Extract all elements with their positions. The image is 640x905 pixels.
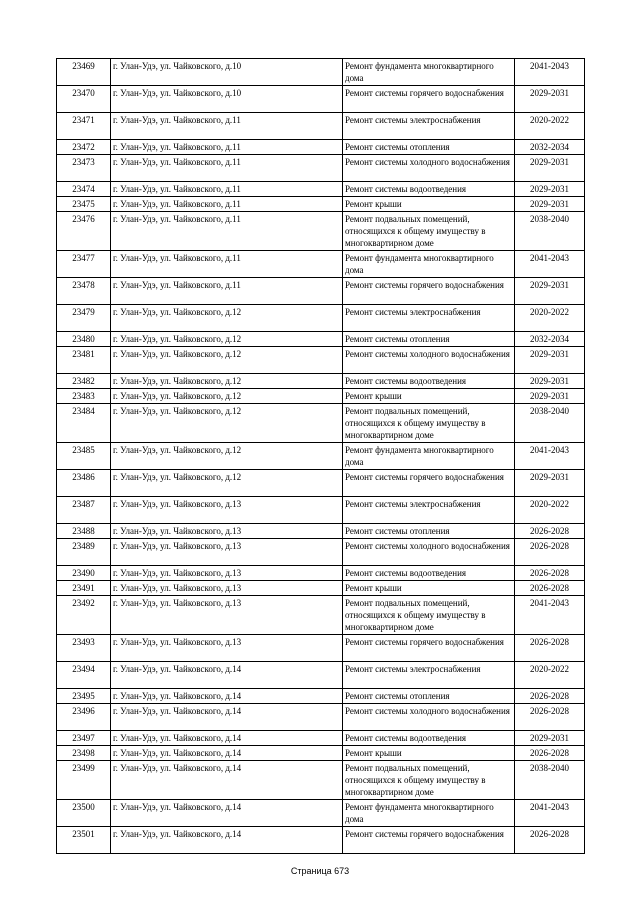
page-number: Страница 673 xyxy=(290,866,350,876)
row-number-cell: 23476 xyxy=(57,212,111,251)
address-cell: г. Улан-Удэ, ул. Чайковского, д.12 xyxy=(111,404,343,443)
period-cell: 2029-2031 xyxy=(515,470,585,497)
work-type-cell: Ремонт крыши xyxy=(343,197,515,212)
table-row xyxy=(57,596,585,635)
table-row xyxy=(57,635,585,662)
address-cell: г. Улан-Удэ, ул. Чайковского, д.11 xyxy=(111,140,343,155)
work-type-cell: Ремонт системы водоотведения xyxy=(343,374,515,389)
period-cell: 2029-2031 xyxy=(515,197,585,212)
table-row xyxy=(57,524,585,539)
row-number-cell: 23474 xyxy=(57,182,111,197)
address-cell: г. Улан-Удэ, ул. Чайковского, д.11 xyxy=(111,113,343,140)
table-row xyxy=(57,113,585,140)
row-number-cell: 23484 xyxy=(57,404,111,443)
work-type-cell: Ремонт системы отопления xyxy=(343,140,515,155)
address-cell: г. Улан-Удэ, ул. Чайковского, д.11 xyxy=(111,278,343,305)
period-cell: 2041-2043 xyxy=(515,443,585,470)
period-cell: 2041-2043 xyxy=(515,596,585,635)
period-cell: 2029-2031 xyxy=(515,278,585,305)
table-row xyxy=(57,761,585,800)
period-cell: 2026-2028 xyxy=(515,581,585,596)
row-number-cell: 23501 xyxy=(57,827,111,854)
table-row xyxy=(57,662,585,689)
address-cell: г. Улан-Удэ, ул. Чайковского, д.13 xyxy=(111,524,343,539)
work-type-cell: Ремонт системы водоотведения xyxy=(343,731,515,746)
period-cell: 2029-2031 xyxy=(515,389,585,404)
table-row xyxy=(57,212,585,251)
row-number-cell: 23483 xyxy=(57,389,111,404)
address-cell: г. Улан-Удэ, ул. Чайковского, д.12 xyxy=(111,305,343,332)
table-row xyxy=(57,305,585,332)
address-cell: г. Улан-Удэ, ул. Чайковского, д.13 xyxy=(111,635,343,662)
table-row xyxy=(57,86,585,113)
row-number-cell: 23492 xyxy=(57,596,111,635)
address-cell: г. Улан-Удэ, ул. Чайковского, д.12 xyxy=(111,347,343,374)
address-cell: г. Улан-Удэ, ул. Чайковского, д.11 xyxy=(111,251,343,278)
address-cell: г. Улан-Удэ, ул. Чайковского, д.13 xyxy=(111,539,343,566)
address-cell: г. Улан-Удэ, ул. Чайковского, д.12 xyxy=(111,470,343,497)
table-row xyxy=(57,140,585,155)
period-cell: 2029-2031 xyxy=(515,86,585,113)
work-type-cell: Ремонт системы горячего водоснабжения xyxy=(343,86,515,113)
table-row xyxy=(57,182,585,197)
work-type-cell: Ремонт системы отопления xyxy=(343,689,515,704)
row-number-cell: 23470 xyxy=(57,86,111,113)
period-cell: 2026-2028 xyxy=(515,746,585,761)
work-type-cell: Ремонт системы электроснабжения xyxy=(343,113,515,140)
table-row xyxy=(57,404,585,443)
table-row xyxy=(57,497,585,524)
work-type-cell: Ремонт системы отопления xyxy=(343,524,515,539)
address-cell: г. Улан-Удэ, ул. Чайковского, д.13 xyxy=(111,566,343,581)
row-number-cell: 23487 xyxy=(57,497,111,524)
period-cell: 2026-2028 xyxy=(515,524,585,539)
address-cell: г. Улан-Удэ, ул. Чайковского, д.11 xyxy=(111,197,343,212)
row-number-cell: 23497 xyxy=(57,731,111,746)
row-number-cell: 23488 xyxy=(57,524,111,539)
address-cell: г. Улан-Удэ, ул. Чайковского, д.14 xyxy=(111,662,343,689)
table-row xyxy=(57,374,585,389)
row-number-cell: 23479 xyxy=(57,305,111,332)
address-cell: г. Улан-Удэ, ул. Чайковского, д.14 xyxy=(111,827,343,854)
period-cell: 2032-2034 xyxy=(515,332,585,347)
table-row xyxy=(57,581,585,596)
address-cell: г. Улан-Удэ, ул. Чайковского, д.12 xyxy=(111,443,343,470)
table-row xyxy=(57,59,585,86)
table-row xyxy=(57,704,585,731)
row-number-cell: 23482 xyxy=(57,374,111,389)
row-number-cell: 23471 xyxy=(57,113,111,140)
row-number-cell: 23477 xyxy=(57,251,111,278)
address-cell: г. Улан-Удэ, ул. Чайковского, д.12 xyxy=(111,332,343,347)
table-row xyxy=(57,443,585,470)
period-cell: 2026-2028 xyxy=(515,566,585,581)
address-cell: г. Улан-Удэ, ул. Чайковского, д.11 xyxy=(111,212,343,251)
period-cell: 2026-2028 xyxy=(515,704,585,731)
table-row xyxy=(57,470,585,497)
period-cell: 2026-2028 xyxy=(515,539,585,566)
work-type-cell: Ремонт системы водоотведения xyxy=(343,566,515,581)
work-type-cell: Ремонт подвальных помещений, относящихся к общему имуществу в многоквартирном доме xyxy=(343,212,515,251)
period-cell: 2038-2040 xyxy=(515,761,585,800)
row-number-cell: 23489 xyxy=(57,539,111,566)
work-type-cell: Ремонт фундамента многоквартирного дома xyxy=(343,59,515,86)
work-type-cell: Ремонт фундамента многоквартирного дома xyxy=(343,800,515,827)
table-row xyxy=(57,155,585,182)
work-type-cell: Ремонт подвальных помещений, относящихся к общему имуществу в многоквартирном доме xyxy=(343,761,515,800)
address-cell: г. Улан-Удэ, ул. Чайковского, д.14 xyxy=(111,731,343,746)
address-cell: г. Улан-Удэ, ул. Чайковского, д.11 xyxy=(111,182,343,197)
address-cell: г. Улан-Удэ, ул. Чайковского, д.13 xyxy=(111,596,343,635)
row-number-cell: 23495 xyxy=(57,689,111,704)
work-type-cell: Ремонт крыши xyxy=(343,746,515,761)
row-number-cell: 23485 xyxy=(57,443,111,470)
row-number-cell: 23493 xyxy=(57,635,111,662)
period-cell: 2029-2031 xyxy=(515,347,585,374)
table-row xyxy=(57,251,585,278)
row-number-cell: 23486 xyxy=(57,470,111,497)
address-cell: г. Улан-Удэ, ул. Чайковского, д.13 xyxy=(111,581,343,596)
table-row xyxy=(57,800,585,827)
work-type-cell: Ремонт системы электроснабжения xyxy=(343,497,515,524)
table-row xyxy=(57,278,585,305)
work-type-cell: Ремонт крыши xyxy=(343,581,515,596)
period-cell: 2041-2043 xyxy=(515,800,585,827)
address-cell: г. Улан-Удэ, ул. Чайковского, д.11 xyxy=(111,155,343,182)
work-type-cell: Ремонт системы холодного водоснабжения xyxy=(343,539,515,566)
row-number-cell: 23499 xyxy=(57,761,111,800)
table-row xyxy=(57,566,585,581)
table-row xyxy=(57,389,585,404)
table-row xyxy=(57,332,585,347)
period-cell: 2032-2034 xyxy=(515,140,585,155)
table-row xyxy=(57,689,585,704)
row-number-cell: 23475 xyxy=(57,197,111,212)
work-type-cell: Ремонт фундамента многоквартирного дома xyxy=(343,251,515,278)
table-row xyxy=(57,197,585,212)
work-type-cell: Ремонт системы горячего водоснабжения xyxy=(343,278,515,305)
address-cell: г. Улан-Удэ, ул. Чайковского, д.14 xyxy=(111,761,343,800)
work-type-cell: Ремонт системы холодного водоснабжения xyxy=(343,704,515,731)
period-cell: 2029-2031 xyxy=(515,182,585,197)
address-cell: г. Улан-Удэ, ул. Чайковского, д.14 xyxy=(111,800,343,827)
row-number-cell: 23496 xyxy=(57,704,111,731)
work-type-cell: Ремонт системы горячего водоснабжения xyxy=(343,635,515,662)
table-body xyxy=(57,59,585,854)
address-cell: г. Улан-Удэ, ул. Чайковского, д.12 xyxy=(111,374,343,389)
period-cell: 2029-2031 xyxy=(515,155,585,182)
row-number-cell: 23469 xyxy=(57,59,111,86)
period-cell: 2020-2022 xyxy=(515,113,585,140)
period-cell: 2038-2040 xyxy=(515,404,585,443)
period-cell: 2020-2022 xyxy=(515,497,585,524)
work-type-cell: Ремонт системы водоотведения xyxy=(343,182,515,197)
row-number-cell: 23473 xyxy=(57,155,111,182)
work-type-cell: Ремонт подвальных помещений, относящихся к общему имуществу в многоквартирном доме xyxy=(343,404,515,443)
period-cell: 2038-2040 xyxy=(515,212,585,251)
work-type-cell: Ремонт системы горячего водоснабжения xyxy=(343,827,515,854)
row-number-cell: 23491 xyxy=(57,581,111,596)
row-number-cell: 23498 xyxy=(57,746,111,761)
address-cell: г. Улан-Удэ, ул. Чайковского, д.10 xyxy=(111,86,343,113)
work-type-cell: Ремонт крыши xyxy=(343,389,515,404)
period-cell: 2026-2028 xyxy=(515,635,585,662)
address-cell: г. Улан-Удэ, ул. Чайковского, д.13 xyxy=(111,497,343,524)
row-number-cell: 23490 xyxy=(57,566,111,581)
address-cell: г. Улан-Удэ, ул. Чайковского, д.14 xyxy=(111,746,343,761)
table-row xyxy=(57,731,585,746)
table-row xyxy=(57,347,585,374)
work-type-cell: Ремонт системы горячего водоснабжения xyxy=(343,470,515,497)
work-type-cell: Ремонт системы холодного водоснабжения xyxy=(343,347,515,374)
table-row xyxy=(57,827,585,854)
row-number-cell: 23472 xyxy=(57,140,111,155)
period-cell: 2026-2028 xyxy=(515,827,585,854)
period-cell: 2026-2028 xyxy=(515,689,585,704)
address-cell: г. Улан-Удэ, ул. Чайковского, д.14 xyxy=(111,689,343,704)
row-number-cell: 23494 xyxy=(57,662,111,689)
address-cell: г. Улан-Удэ, ул. Чайковского, д.10 xyxy=(111,59,343,86)
table-row xyxy=(57,539,585,566)
period-cell: 2029-2031 xyxy=(515,731,585,746)
repair-schedule-table xyxy=(56,58,585,854)
period-cell: 2041-2043 xyxy=(515,251,585,278)
row-number-cell: 23478 xyxy=(57,278,111,305)
work-type-cell: Ремонт системы отопления xyxy=(343,332,515,347)
work-type-cell: Ремонт подвальных помещений, относящихся к общему имуществу в многоквартирном доме xyxy=(343,596,515,635)
row-number-cell: 23481 xyxy=(57,347,111,374)
work-type-cell: Ремонт системы электроснабжения xyxy=(343,662,515,689)
address-cell: г. Улан-Удэ, ул. Чайковского, д.14 xyxy=(111,704,343,731)
work-type-cell: Ремонт системы электроснабжения xyxy=(343,305,515,332)
work-type-cell: Ремонт системы холодного водоснабжения xyxy=(343,155,515,182)
period-cell: 2029-2031 xyxy=(515,374,585,389)
work-type-cell: Ремонт фундамента многоквартирного дома xyxy=(343,443,515,470)
row-number-cell: 23480 xyxy=(57,332,111,347)
table-row xyxy=(57,746,585,761)
period-cell: 2020-2022 xyxy=(515,305,585,332)
address-cell: г. Улан-Удэ, ул. Чайковского, д.12 xyxy=(111,389,343,404)
row-number-cell: 23500 xyxy=(57,800,111,827)
period-cell: 2041-2043 xyxy=(515,59,585,86)
period-cell: 2020-2022 xyxy=(515,662,585,689)
